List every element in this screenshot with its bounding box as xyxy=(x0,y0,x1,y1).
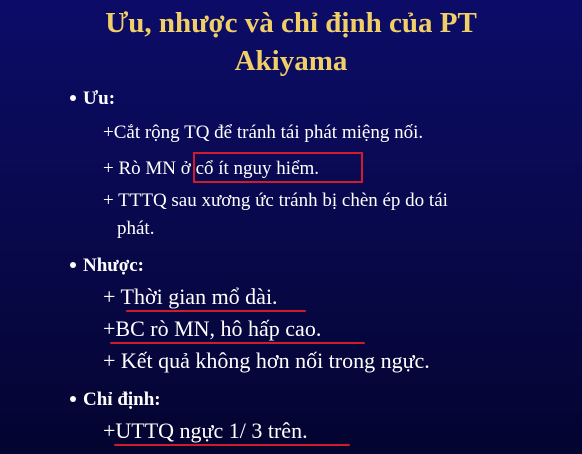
title-line-1: Ưu, nhược và chỉ định của PT xyxy=(105,7,477,39)
nhuoc-item-1: + Thời gian mổ dài. xyxy=(103,284,278,309)
section-chidinh-heading xyxy=(70,389,161,411)
underline-1 xyxy=(126,310,306,312)
section-uu-heading xyxy=(70,88,115,110)
uu-item-2-part-a: + Rò MN xyxy=(103,158,177,179)
nhuoc-item-3: + Kết quả không hơn nối trong ngực. xyxy=(103,348,430,373)
bullet-icon xyxy=(70,95,76,101)
title-line-2: Akiyama xyxy=(234,45,348,77)
nhuoc-item-2: +BC rò MN, hô hấp cao. xyxy=(103,316,322,341)
section-nhuoc-label: Nhược: xyxy=(83,255,144,276)
uu-item-3: + TTTQ sau xương ức tránh bị chèn ép do tái xyxy=(103,190,448,211)
slide-title xyxy=(0,4,582,80)
bullet-icon xyxy=(70,396,76,402)
section-chidinh-label: Chỉ định: xyxy=(83,389,161,410)
bullet-icon xyxy=(70,262,76,268)
section-uu-label: Ưu: xyxy=(83,88,116,109)
uu-item-3-cont: phát. xyxy=(117,218,155,239)
highlight-box xyxy=(193,152,363,183)
chidinh-item-1: +UTTQ ngực 1/ 3 trên. xyxy=(103,418,308,443)
section-nhuoc-heading xyxy=(70,255,144,277)
underline-3 xyxy=(114,444,350,446)
uu-item-1: +Cắt rộng TQ để tránh tái phát miệng nối. xyxy=(103,122,424,143)
uu-item-2-part-b: ở cổ ít nguy hiểm. xyxy=(180,158,320,179)
underline-2 xyxy=(110,342,365,344)
